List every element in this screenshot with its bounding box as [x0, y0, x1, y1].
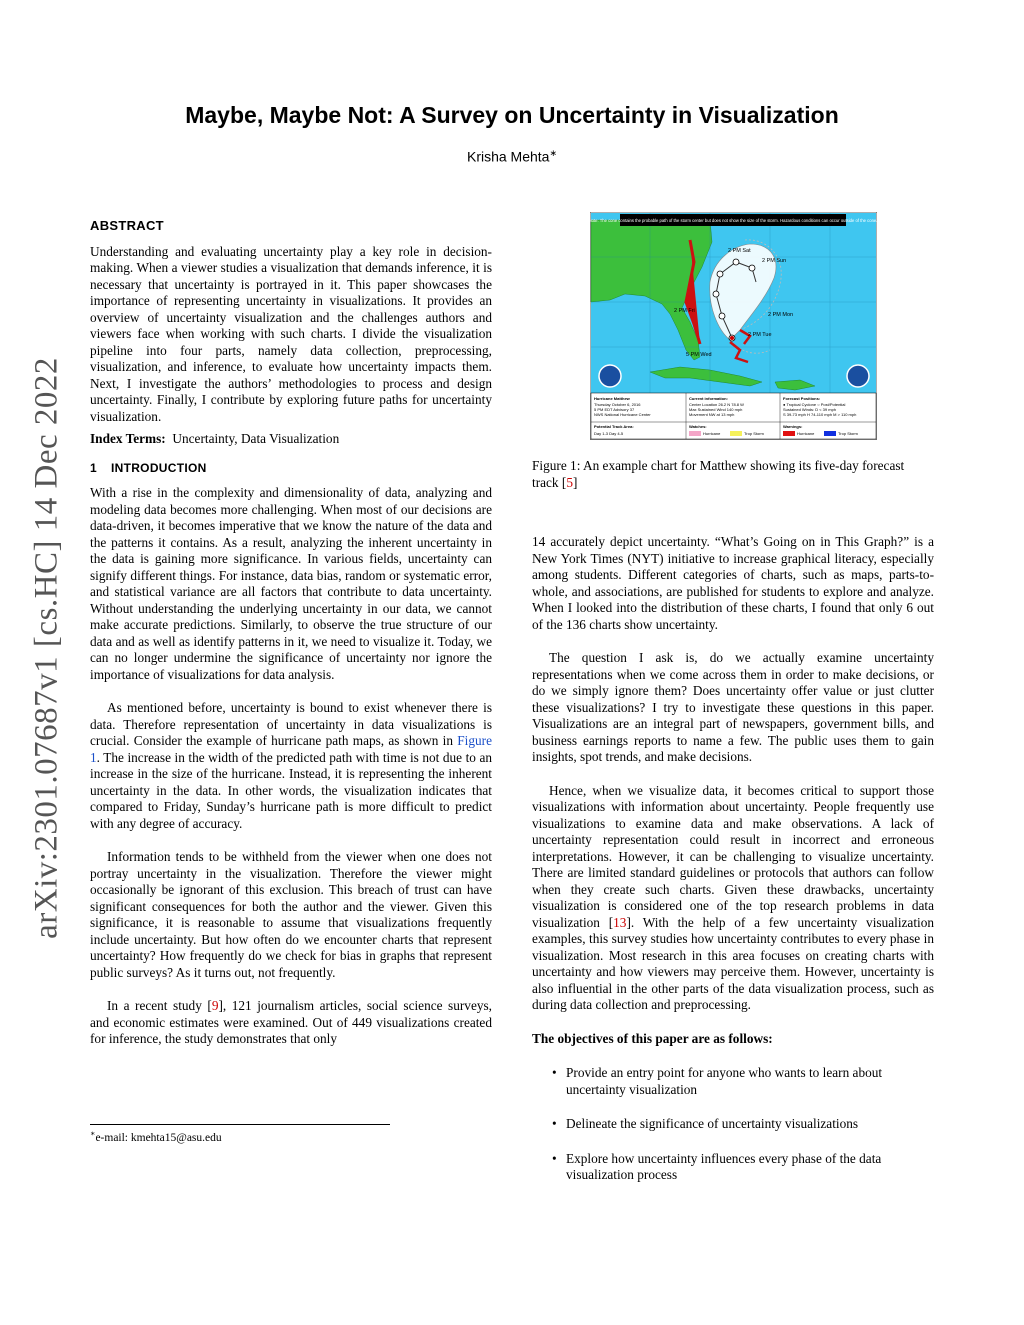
svg-text:Hurricane: Hurricane: [797, 431, 815, 436]
hurricane-track-figure: [590, 212, 877, 440]
label-sat: 2 PM Sat: [728, 248, 751, 254]
objectives-list: [532, 1065, 934, 1184]
svg-text:Hurricane: Hurricane: [703, 431, 721, 436]
hurricane-map: [590, 212, 877, 440]
intro-paragraph-5: 14 accurately depict uncertainty. “What’s Going on in This Graph?” is a New York Times (NYT) initiative to increase graphical literacy, especially among students. Different categories of charts, such as maps, parts-to-whole, and associations, are published for students to explore and analyze. When I looked into the distribution of these charts, I found that only 6 out of the 136 charts show uncertainty.: [532, 534, 934, 632]
footnote: ∗e-mail: kmehta15@asu.edu: [90, 1129, 222, 1144]
noaa-logo-right: [847, 365, 869, 387]
intro-paragraph-7: Hence, when we visualize data, it becomes critical to support those visualizations with information about uncertainty. People frequently use visualizations to examine data and make observations. A lack of uncertainty representation could result in incorrect and erroneous interpretations. However, it can be challenging to visualize uncertainty. There are limited standard guidelines or protocols that authors can follow when they create such charts. Given these drawbacks, uncertainty visualization is considered one of the top research problems in data visualization [13]. With the help of a few uncertainty visualization examples, this survey studies how uncertainty contributes to every phase in visualization. Most research in this area focuses on creating charts with uncertainty and how viewers may perceive them. However, uncertainty is also influential in the other parts of the data visualization process, such as during data collection and preprocessing.: [532, 782, 935, 1012]
abstract-heading: ABSTRACT: [90, 218, 164, 233]
index-terms-values: Uncertainty, Data Visualization: [172, 431, 340, 446]
svg-text:Potential Track Area:: Potential Track Area:: [594, 424, 634, 429]
author-footnote-mark: ∗: [549, 148, 558, 158]
label-mon: 2 PM Mon: [768, 312, 794, 318]
svg-text:Sustained Winds: D < 39 mph: Sustained Winds: D < 39 mph: [783, 407, 837, 412]
citation-5-link[interactable]: 5: [566, 474, 573, 490]
arxiv-sidebar: [22, 348, 72, 948]
arxiv-identifier: arXiv:2301.07687v1 [cs.HC] 14 Dec 2022: [28, 357, 65, 939]
label-wed: 5 PM Wed: [686, 352, 712, 358]
svg-text:Center Location 26.2 N 78.8 W: Center Location 26.2 N 78.8 W: [689, 402, 744, 407]
index-terms-label: Index Terms:: [90, 431, 166, 446]
intro-paragraph-4: In a recent study [9], 121 journalism articles, social science surveys, and economic estimates were examined. Out of 449 visualizations created for inference, the study demonstrates that only: [90, 998, 492, 1046]
svg-text:Hurricane Matthew: Hurricane Matthew: [594, 396, 630, 401]
figure-1-link[interactable]: Figure 1: [90, 733, 492, 765]
intro-paragraph-2: As mentioned before, uncertainty is bound to exist whenever there is data. Therefore representation of uncertainty in data visualizations is crucial. Consider the example of hurricane path maps, as shown in Figure 1. The increase in the width of the predicted path with time is not due to an increase in the size of the hurricane. Instead, it is representing the inherent uncertainty in the data. In other words, the visualization indicates that compared to Friday, Sunday’s hurricane path is more difficult to predict with any degree of accuracy.: [90, 700, 492, 831]
objective-item: • Explore how uncertainty influences every phase of the data visualization process: [552, 1150, 882, 1182]
citation-9-link[interactable]: 9: [211, 998, 219, 1013]
svg-text:● Tropical Cyclone ○ Post/Pot: ● Tropical Cyclone ○ Post/Potential: [783, 402, 846, 407]
intro-paragraph-6: The question I ask is, do we actually examine uncertainty representations when we come across them in order to make decisions, or do we simply ignore them? Does uncertainty offer value or just clutter these visualizations? I try to investigate these questions in this paper. Visualizations are an integral part of newspapers, government bills, and business earnings reports to name a few. The public uses them to gain insights, spot trends, and make decisions.: [532, 650, 934, 764]
footnote-rule: [90, 1124, 390, 1125]
svg-text:Forecast Positions:: Forecast Positions:: [783, 396, 821, 401]
svg-text:Current information:: Current information:: [689, 396, 728, 401]
footnote-email: e-mail: kmehta15@asu.edu: [95, 1131, 222, 1144]
citation-13-link[interactable]: 13: [613, 914, 627, 930]
svg-text:Max Sustained Wind 140 mph: Max Sustained Wind 140 mph: [689, 407, 743, 412]
intro-paragraph-3: Information tends to be withheld from the viewer when one does not portray uncertainty in the visualization. Therefore the viewer might occasionally be ignorant of this exclusion. This breach of trust can have significant consequences for both the author and the viewer. Given this significance, it is reasonable to assume that visualizations frequently include uncertainty. But how often do we encounter charts that represent uncertainty? How frequently do we check for bias in graphs that represent public surveys? As it turns out, not frequently.: [90, 849, 492, 980]
label-tue: 2 PM Tue: [748, 332, 772, 338]
svg-text:Trop Storm: Trop Storm: [744, 431, 764, 436]
author-line: [0, 148, 1024, 165]
noaa-logo-left: [599, 365, 621, 387]
svg-text:Trop Storm: Trop Storm: [838, 431, 858, 436]
svg-text:Day 1-3 Day 4-5: Day 1-3 Day 4-5: [594, 431, 624, 436]
svg-text:Warnings:: Warnings:: [783, 424, 803, 429]
intro-heading: 1 INTRODUCTION: [90, 460, 207, 475]
index-terms: [90, 431, 492, 448]
left-column: [90, 218, 492, 1048]
svg-text:Watches:: Watches:: [689, 424, 707, 429]
map-note: Note: The cone contains the probable path of the storm center but does not show the size of the storm. Hazardous conditions can occur outside of the cone.: [590, 218, 877, 223]
objective-item: • Delineate the significance of uncertainty visualizations: [552, 1116, 859, 1131]
objectives-heading: The objectives of this paper are as follows:: [532, 1030, 773, 1046]
svg-text:NWS National Hurricane Center: NWS National Hurricane Center: [594, 412, 651, 417]
right-column: [532, 534, 934, 1202]
label-sun: 2 PM Sun: [762, 258, 787, 264]
abstract-text: Understanding and evaluating uncertainty play a key role in decision-making. When a viewer studies a visualization that demands inference, it is necessary that uncertainty is portrayed in it. This paper showcases the importance of representing uncertainty in visualizations. It provides an overview of uncertainty visualization and the challenges authors and viewers face when working with such charts. I divide the visualization pipeline into four parts, namely data collection, preprocessing, visualization, and inference, to evaluate how uncertainty impacts them. Next, I investigate the authors’ methodologies to process and design uncertainty. Finally, I contribute by exploring future paths for uncertainty visualization.: [90, 243, 492, 424]
paper-title: Maybe, Maybe Not: A Survey on Uncertainty in Visualization: [185, 102, 839, 128]
svg-text:Thursday October 6, 2016: Thursday October 6, 2016: [594, 402, 641, 407]
svg-text:5 PM EDT Advisory 37: 5 PM EDT Advisory 37: [594, 407, 635, 412]
objective-item: • Provide an entry point for anyone who wants to learn about uncertainty visualization: [552, 1065, 883, 1097]
label-fri: 2 PM Fri: [674, 308, 695, 314]
svg-text:Movement NW at 13 mph: Movement NW at 13 mph: [689, 412, 735, 417]
figure-1-caption: Figure 1: An example chart for Matthew showing its five-day forecast track [5]: [532, 458, 905, 490]
intro-paragraph-1: With a rise in the complexity and dimensionality of data, analyzing and modeling data becomes more challenging. When most of our decisions are data-driven, it becomes imperative that we know the nature of the data and the patterns it contains. As a result, analyzing the inherent uncertainty in the data is gaining more significance. In various fields, uncertainty can signify different things. For instance, data bias, random or systematic error, and statistical variance are all factors that contribute to data uncertainty. Without understanding the underlying uncertainty in our data, we cannot make accurate predictions. Similarly, to observe the true structure of our data and as well as identify patterns in it, we need to visualize it. Today, we can no longer undermine the significance of uncertainty nor ignore the importance of visualizations for data analysis.: [90, 485, 492, 682]
svg-text:S 39-73 mph H 74-110 mph M >: S 39-73 mph H 74-110 mph M > 110 mph: [783, 412, 857, 417]
author-name: Krisha Mehta: [466, 148, 550, 165]
